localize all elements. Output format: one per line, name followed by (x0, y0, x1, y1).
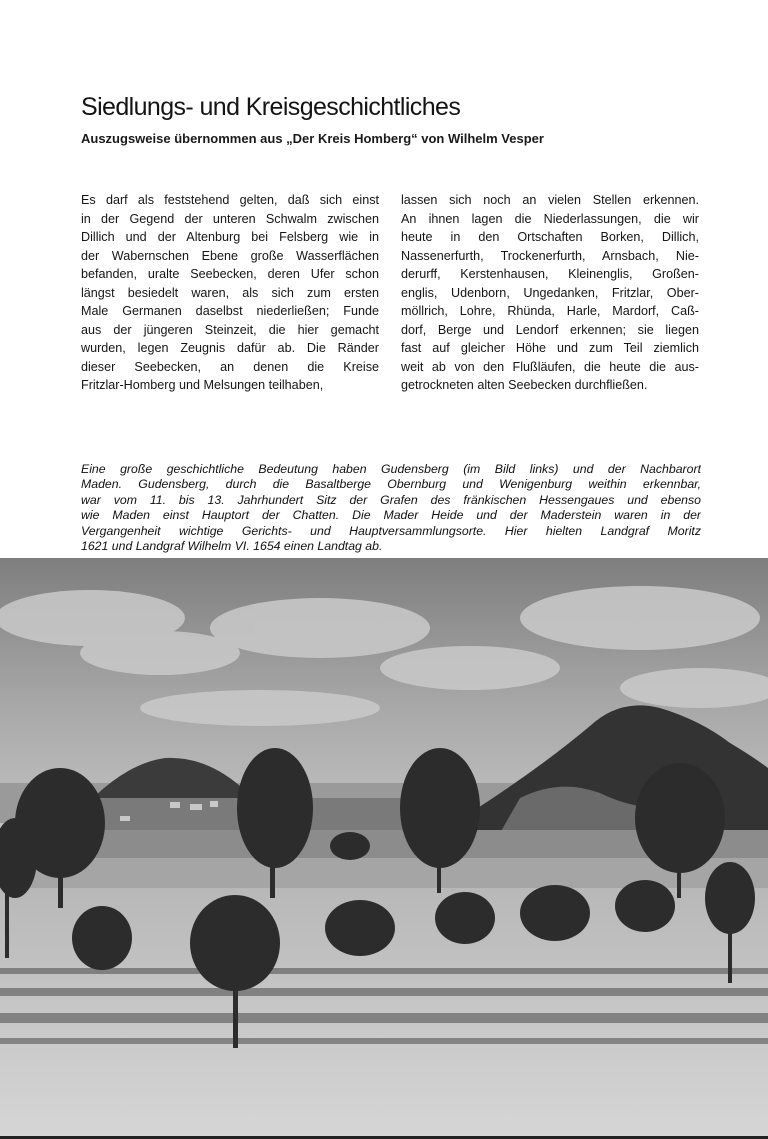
caption-line: Vergangenheit wichtige Gerichts- und Hauptversammlungsorte. Hier hielten Landgraf Moritz (81, 523, 701, 538)
article-subtitle: Auszugsweise übernommen aus „Der Kreis Homberg“ von Wilhelm Vesper (81, 131, 544, 146)
text-line: dieser Seebecken, an denen die Kreise (81, 359, 379, 374)
text-line: weit ab von den Flußläufen, die heute die aus- (401, 359, 699, 374)
text-line: derurff, Kerstenhausen, Kleinenglis, Großen- (401, 267, 699, 281)
text-line: befanden, uralte Seebecken, deren Ufer schon (81, 267, 379, 281)
article-title: Siedlungs- und Kreisgeschichtliches (81, 93, 461, 121)
text-line: fast auf gleicher Höhe und zum Teil ziemlich (401, 341, 699, 355)
text-line: Nassenerfurth, Trockenerfurth, Arnsbach, Nie- (401, 248, 699, 263)
caption-line: war vom 11. bis 13. Jahrhundert Sitz der Grafen des fränkischen Hessengaues und ebenso (81, 492, 701, 507)
text-line: heute in den Ortschaften Borken, Dillich, (401, 230, 699, 244)
text-line: lassen sich noch an vielen Stellen erkennen. (401, 193, 699, 207)
text-line: längst besiedelt waren, als sich zum ersten (81, 285, 379, 300)
text-line: getrockneten alten Seebecken durchfließen. (401, 378, 648, 392)
text-line: Es darf als feststehend gelten, daß sich einst (81, 193, 379, 207)
text-line: englis, Udenborn, Ungedanken, Fritzlar, Ober- (401, 285, 699, 300)
text-line: in der Gegend der unteren Schwalm zwischen (81, 211, 379, 226)
text-line: möllrich, Lohre, Rhünda, Harle, Mardorf, Caß- (401, 304, 699, 318)
caption-line: Maden. Gudensberg, durch die Basaltberge Obernburg und Wenigenburg weithin erkennbar, (81, 477, 701, 492)
text-line: dorf, Berge und Lendorf erkennen; sie liegen (401, 322, 699, 337)
text-line: Dillich und der Altenburg bei Felsberg wie in (81, 230, 379, 244)
text-line: Fritzlar-Homberg und Melsungen teilhaben, (81, 378, 324, 392)
caption-line: Eine große geschichtliche Bedeutung haben Gudensberg (im Bild links) und der Nachbarort (81, 462, 701, 476)
landscape-photo-drawing (0, 558, 768, 1139)
caption-line: 1621 und Landgraf Wilhelm VI. 1654 einen Landtag ab. (81, 538, 383, 553)
photo-caption (81, 462, 701, 554)
text-line: wurden, legen Zeugnis dafür ab. Die Ränder (81, 341, 379, 355)
text-column-left (81, 191, 379, 395)
text-line: An ihnen lagen die Niederlassungen, die wir (401, 211, 699, 226)
text-line: Male Germanen daselbst niederließen; Funde (81, 304, 379, 318)
caption-line: wie Maden einst Hauptort der Chatten. Die Mader Heide und der Maderstein waren in der (81, 508, 701, 523)
landscape-photo (0, 558, 768, 1139)
text-column-right (401, 191, 699, 395)
text-line: aus der jüngeren Steinzeit, die hier gemacht (81, 322, 379, 337)
text-line: der Wabernschen Ebene große Wasserflächen (81, 248, 379, 263)
